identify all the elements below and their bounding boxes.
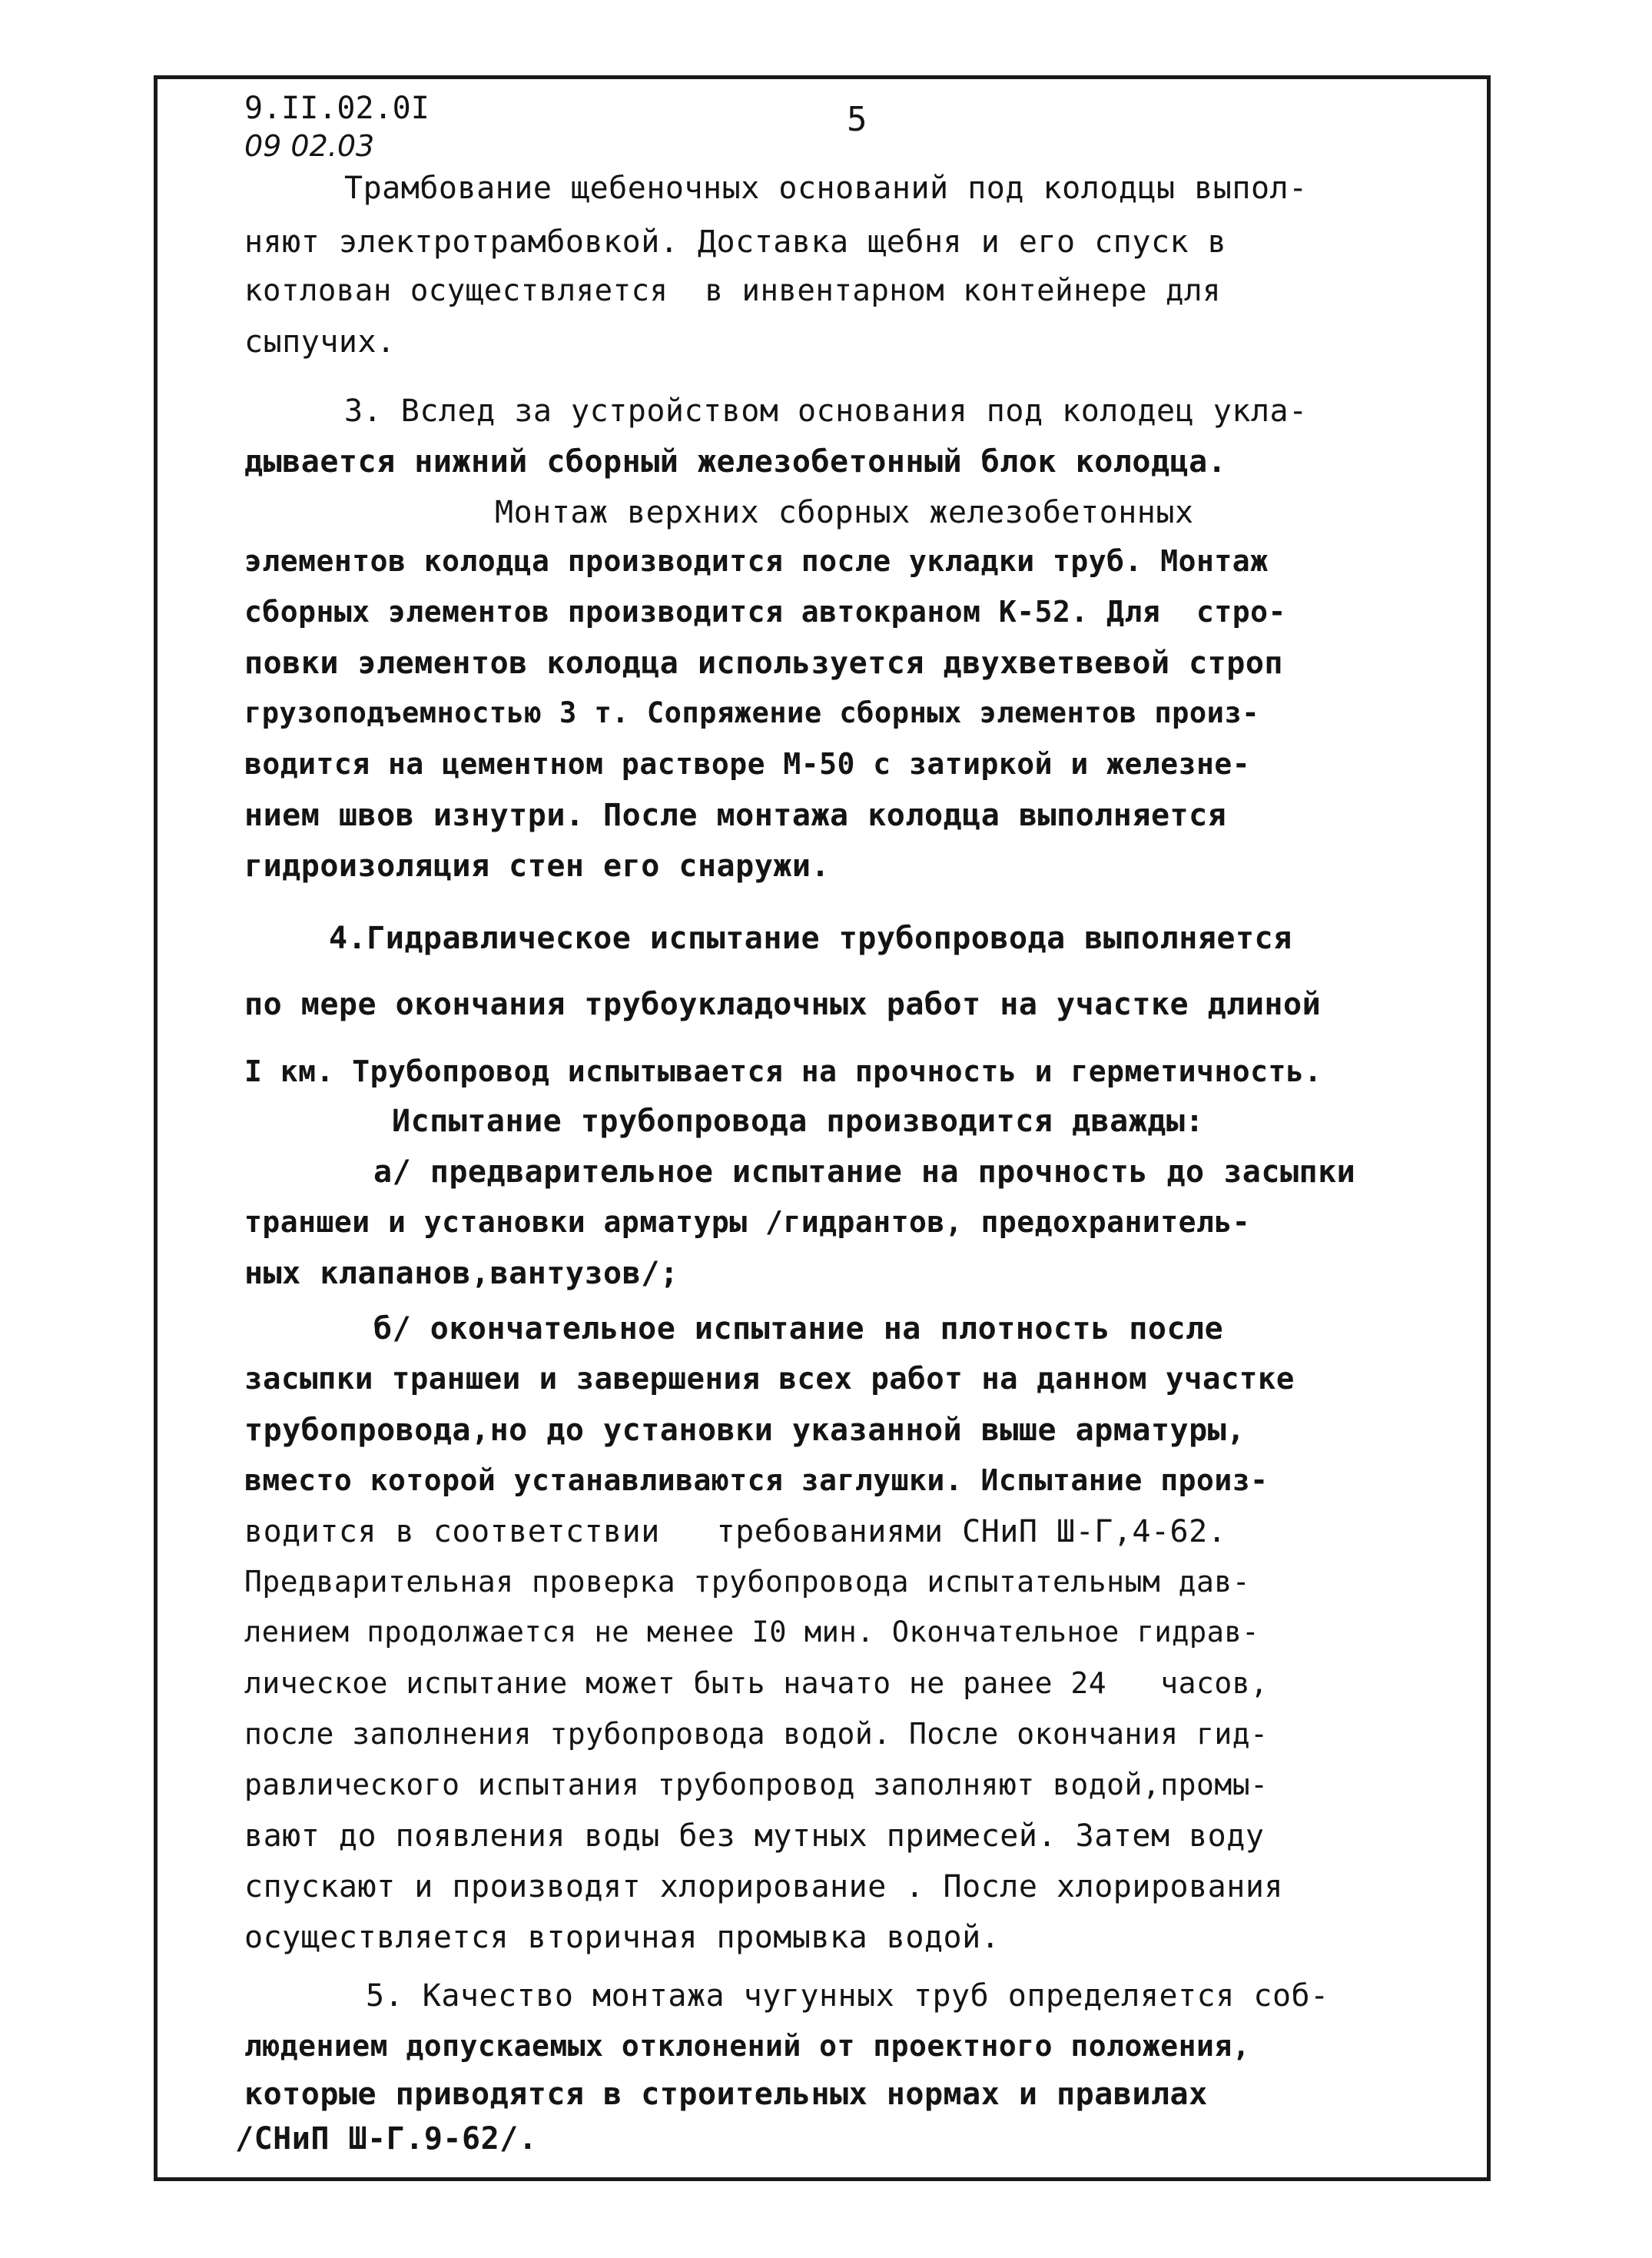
handwritten-code: 09 02.03 [244, 129, 375, 163]
text-line: равлического испытания трубопровод заполняют водой,промы- [244, 1768, 1269, 1801]
text-line: засыпки траншеи и завершения всех работ на данном участке [244, 1362, 1295, 1396]
text-line: траншеи и установки арматуры /гидрантов, предохранитель- [244, 1205, 1251, 1239]
text-line: элементов колодца производится после укладки труб. Монтаж [244, 544, 1269, 578]
text-line: 5. Качество монтажа чугунных труб определяется соб- [366, 1978, 1329, 2014]
text-line: грузоподъемностью 3 т. Сопряжение сборных элементов произ- [244, 696, 1260, 729]
text-line: Трамбование щебеночных оснований под колодцы выпол- [344, 171, 1308, 206]
text-line: Испытание трубопровода производится дважды: [392, 1104, 1205, 1139]
text-line: гидроизоляция стен его снаружи. [244, 848, 831, 884]
text-line: водится на цементном растворе М-50 с затиркой и железне- [244, 747, 1251, 781]
text-line: нием швов изнутри. После монтажа колодца выполняется [244, 798, 1227, 833]
text-line: б/ окончательное испытание на плотность после [373, 1311, 1224, 1346]
text-line: трубопровода,но до установки указанной выше арматуры, [244, 1413, 1246, 1448]
text-line: 3. Вслед за устройством основания под колодец укла- [344, 393, 1308, 429]
text-line: Монтаж верхних сборных железобетонных [495, 495, 1194, 530]
document-code: 9.II.02.0I [244, 91, 430, 126]
text-line: осуществляется вторичная промывка водой. [244, 1920, 1000, 1955]
text-line: повки элементов колодца используется двухветвевой строп [244, 646, 1284, 681]
text-line: котлован осуществляется в инвентарном контейнере для [244, 274, 1221, 308]
text-line: /СНиП Ш-Г.9-62/. [235, 2121, 538, 2157]
text-line: ных клапанов,вантузов/; [244, 1256, 679, 1291]
text-line: людением допускаемых отклонений от проектного положения, [244, 2029, 1251, 2063]
text-line: вают до появления воды без мутных примесей. Затем воду [244, 1818, 1265, 1854]
text-line: лическое испытание может быть начато не ранее 24 часов, [244, 1666, 1269, 1700]
text-line: а/ предварительное испытание на прочность до засыпки [373, 1154, 1356, 1190]
text-line: после заполнения трубопровода водой. После окончания гид- [244, 1717, 1269, 1751]
text-line: сборных элементов производится автокраном К-52. Для стро- [244, 595, 1286, 629]
text-line: дывается нижний сборный железобетонный блок колодца. [244, 444, 1227, 480]
text-line: которые приводятся в строительных нормах и правилах [244, 2077, 1208, 2112]
text-line: по мере окончания трубоукладочных работ на участке длиной [244, 987, 1322, 1022]
text-line: 4.Гидравлическое испытание трубопровода выполняется [329, 921, 1292, 956]
text-line: няют электротрамбовкой. Доставка щебня и его спуск в [244, 224, 1227, 260]
text-line: вместо которой устанавливаются заглушки. Испытание произ- [244, 1463, 1269, 1497]
text-line: сыпучих. [244, 324, 396, 360]
text-line: I км. Трубопровод испытывается на прочность и герметичность. [244, 1054, 1322, 1088]
text-line: Предварительная проверка трубопровода испытательным дав- [244, 1565, 1251, 1599]
page-number: 5 [847, 100, 867, 139]
text-line: спускают и производят хлорирование . После хлорирования [244, 1869, 1284, 1904]
text-line: водится в соответствии требованиями СНиП Ш-Г,4-62. [244, 1514, 1227, 1549]
text-line: лением продолжается не менее I0 мин. Окончательное гидрав- [244, 1615, 1260, 1649]
